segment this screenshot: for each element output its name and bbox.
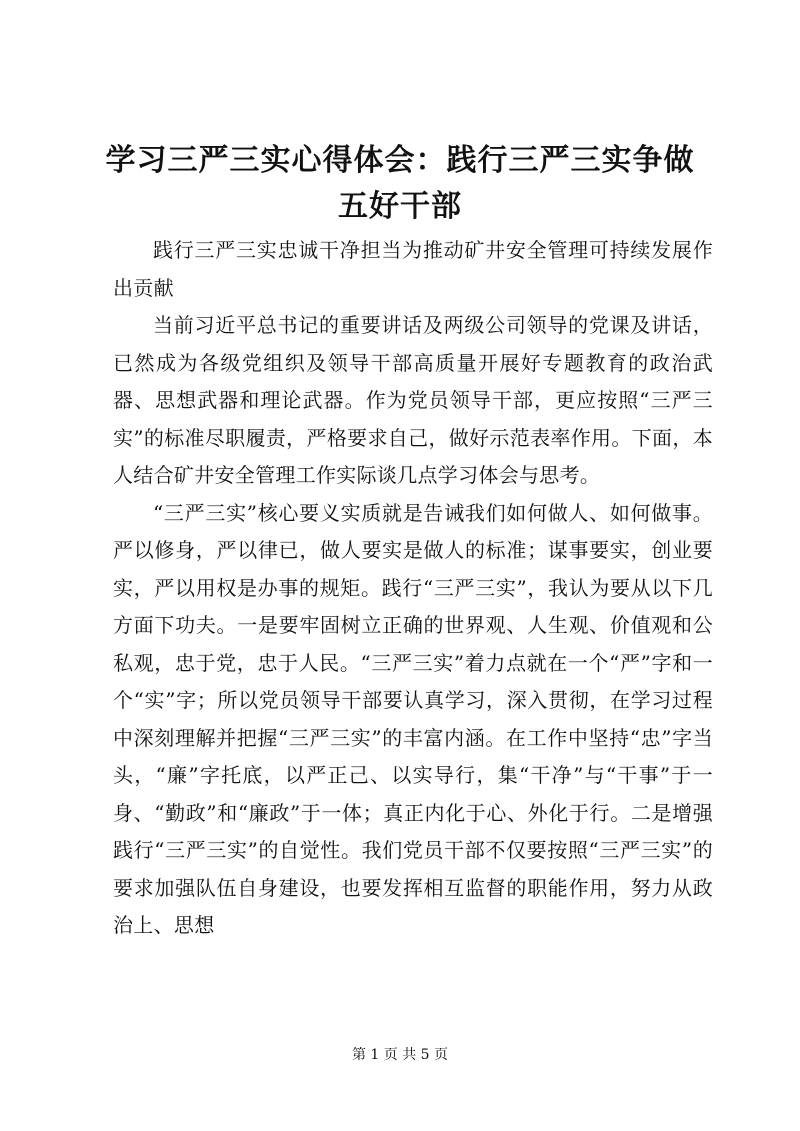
paragraph-introduction: 当前习近平总书记的重要讲话及两级公司领导的党课及讲话，已然成为各级党组织及领导干部高质量开展好专题教育的政治武器、思想武器和理论武器。作为党员领导干部，更应按照“三严三实”的标准尽职履责，严格要求自己，做好示范表率作用。下面，本人结合矿井安全管理工作实际谈几点学习体会与思考。 [113, 313, 713, 487]
page-number: 第 1 页 共 5 页 [351, 1047, 449, 1063]
document-body [113, 232, 713, 945]
document-title: 学习三严三实心得体会：践行三严三实争做五好干部 [105, 143, 695, 224]
paragraph-subtitle: 践行三严三实忠诚干净担当为推动矿井安全管理可持续发展作出贡献 [113, 238, 713, 300]
paragraph-main: “三严三实”核心要义实质就是告诫我们如何做人、如何做事。严以修身，严以律已，做人要实是做人的标准；谋事要实，创业要实，严以用权是办事的规矩。践行“三严三实”，我认为要从以下几方面下功夫。一是要牢固树立正确的世界观、人生观、价值观和公私观，忠于党，忠于人民。“三严三实”着力点就在一个“严”字和一个“实”字；所以党员领导干部要认真学习，深入贯彻，在学习过程中深刻理解并把握“三严三实”的丰富内涵。在工作中坚持“忠”字当头，“廉”字托底，以严正己、以实导行，集“干净”与“干事”于一身、“勤政”和“廉政”于一体；真正内化于心、外化于行。二是增强践行“三严三实”的自觉性。我们党员干部不仅要按照“三严三实”的要求加强队伍自身建设，也要发挥相互监督的职能作用，努力从政治上、思想 [113, 500, 713, 937]
